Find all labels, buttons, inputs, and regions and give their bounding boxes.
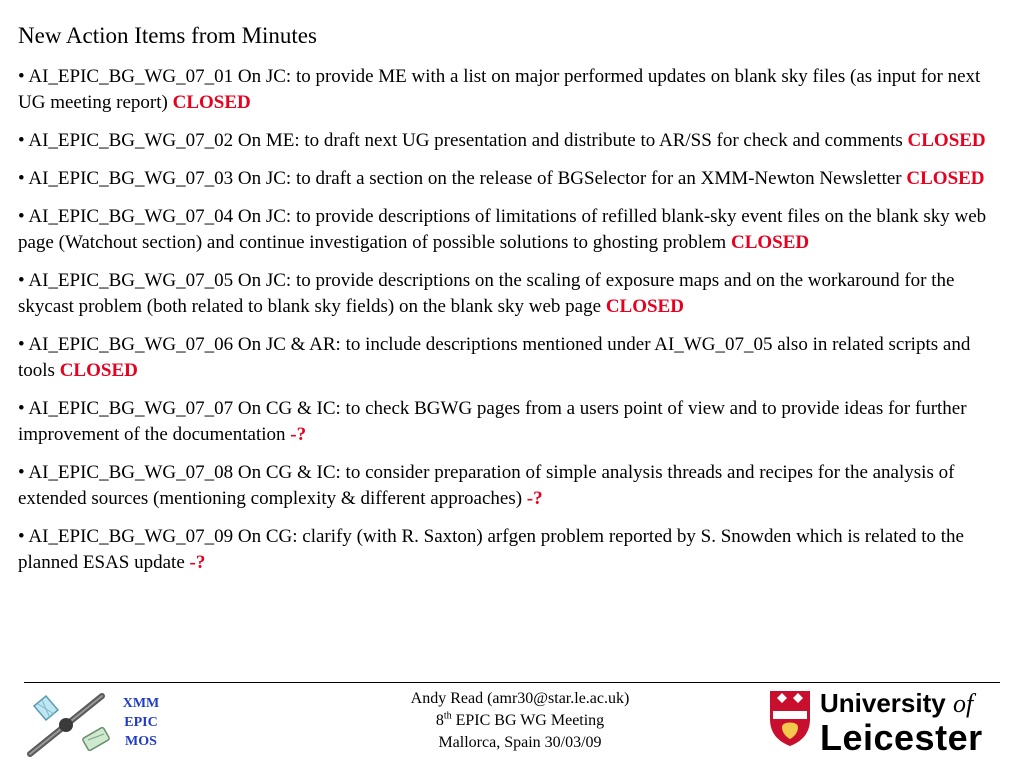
mission-label [110,694,172,751]
action-item [18,524,1012,576]
location-date: Mallorca, Spain 30/03/09 [438,734,602,751]
action-item [18,128,1012,154]
mission-epic: EPIC [124,715,158,730]
mission-xmm: XMM [122,696,160,711]
status-closed: CLOSED [906,168,985,189]
action-item [18,396,1012,448]
action-item-list [18,64,1012,588]
action-item-text: AI_EPIC_BG_WG_07_01 On JC: to provide ME with a list on major performed updates on blank sky files (as input for next UG meeting report) [18,66,981,113]
status-closed: CLOSED [907,130,986,151]
meeting-number: 8 [435,712,444,729]
bullet: • [18,526,25,547]
status-open: -? [189,552,206,573]
status-open: -? [526,488,543,509]
meeting-suffix: th [443,710,452,722]
bullet: • [18,130,25,151]
action-item-text: AI_EPIC_BG_WG_07_08 On CG & IC: to consider preparation of simple analysis threads and recipes for the analysis of extended sources (mentioning complexity & different approaches) [18,462,955,509]
action-item-text: AI_EPIC_BG_WG_07_04 On JC: to provide descriptions of limitations of refilled blank-sky event files on the blank sky web page (Watchout section) and continue investigation of possible solutions to ghosting problem [18,206,987,253]
action-item [18,332,1012,384]
action-item [18,268,1012,320]
action-item-text: AI_EPIC_BG_WG_07_03 On JC: to draft a section on the release of BGSelector for an XMM-Newton Newsletter [28,168,902,189]
xmm-satellite-icon [24,688,116,760]
bullet: • [18,270,25,291]
status-closed: CLOSED [172,92,251,113]
meeting-title [340,710,700,732]
action-item-text: AI_EPIC_BG_WG_07_09 On CG: clarify (with R. Saxton) arfgen problem reported by S. Snowden which is related to the planned ESAS update [18,526,964,573]
bullet: • [18,206,25,227]
bullet: • [18,398,25,419]
university-of: of [952,689,974,718]
status-closed: CLOSED [605,296,684,317]
bullet: • [18,66,25,87]
action-item-text: AI_EPIC_BG_WG_07_02 On ME: to draft next UG presentation and distribute to AR/SS for check and comments [28,130,903,151]
meeting-info [340,688,700,754]
bullet: • [18,168,25,189]
university-wordmark-line1: University of [820,688,974,718]
action-item-text: AI_EPIC_BG_WG_07_07 On CG & IC: to check BGWG pages from a users point of view and to provide ideas for further improvement of the documentation [18,398,967,445]
action-item [18,64,1012,116]
bullet: • [18,462,25,483]
action-item [18,166,1012,192]
status-closed: CLOSED [59,360,138,381]
status-closed: CLOSED [730,232,810,253]
action-item-text: AI_EPIC_BG_WG_07_05 On JC: to provide descriptions on the scaling of exposure maps and on the workaround for the skycast problem (both related to blank sky fields) on the blank sky web page [18,270,955,317]
action-item [18,460,1012,512]
presenter: Andy Read (amr30@star.le.ac.uk) [410,690,630,707]
action-item [18,204,1012,256]
slide-title: New Action Items from Minutes [18,23,317,48]
university-wordmark-line2: Leicester [820,717,983,758]
action-item-text: AI_EPIC_BG_WG_07_06 On JC & AR: to include descriptions mentioned under AI_WG_07_05 also in related scripts and tools [18,334,971,381]
footer-divider [24,682,1000,683]
bullet: • [18,334,25,355]
university-logo [820,688,983,757]
university-crest-icon [768,689,812,747]
status-open: -? [290,424,307,445]
meeting-name: EPIC BG WG Meeting [455,712,605,729]
mission-mos: MOS [125,734,157,749]
